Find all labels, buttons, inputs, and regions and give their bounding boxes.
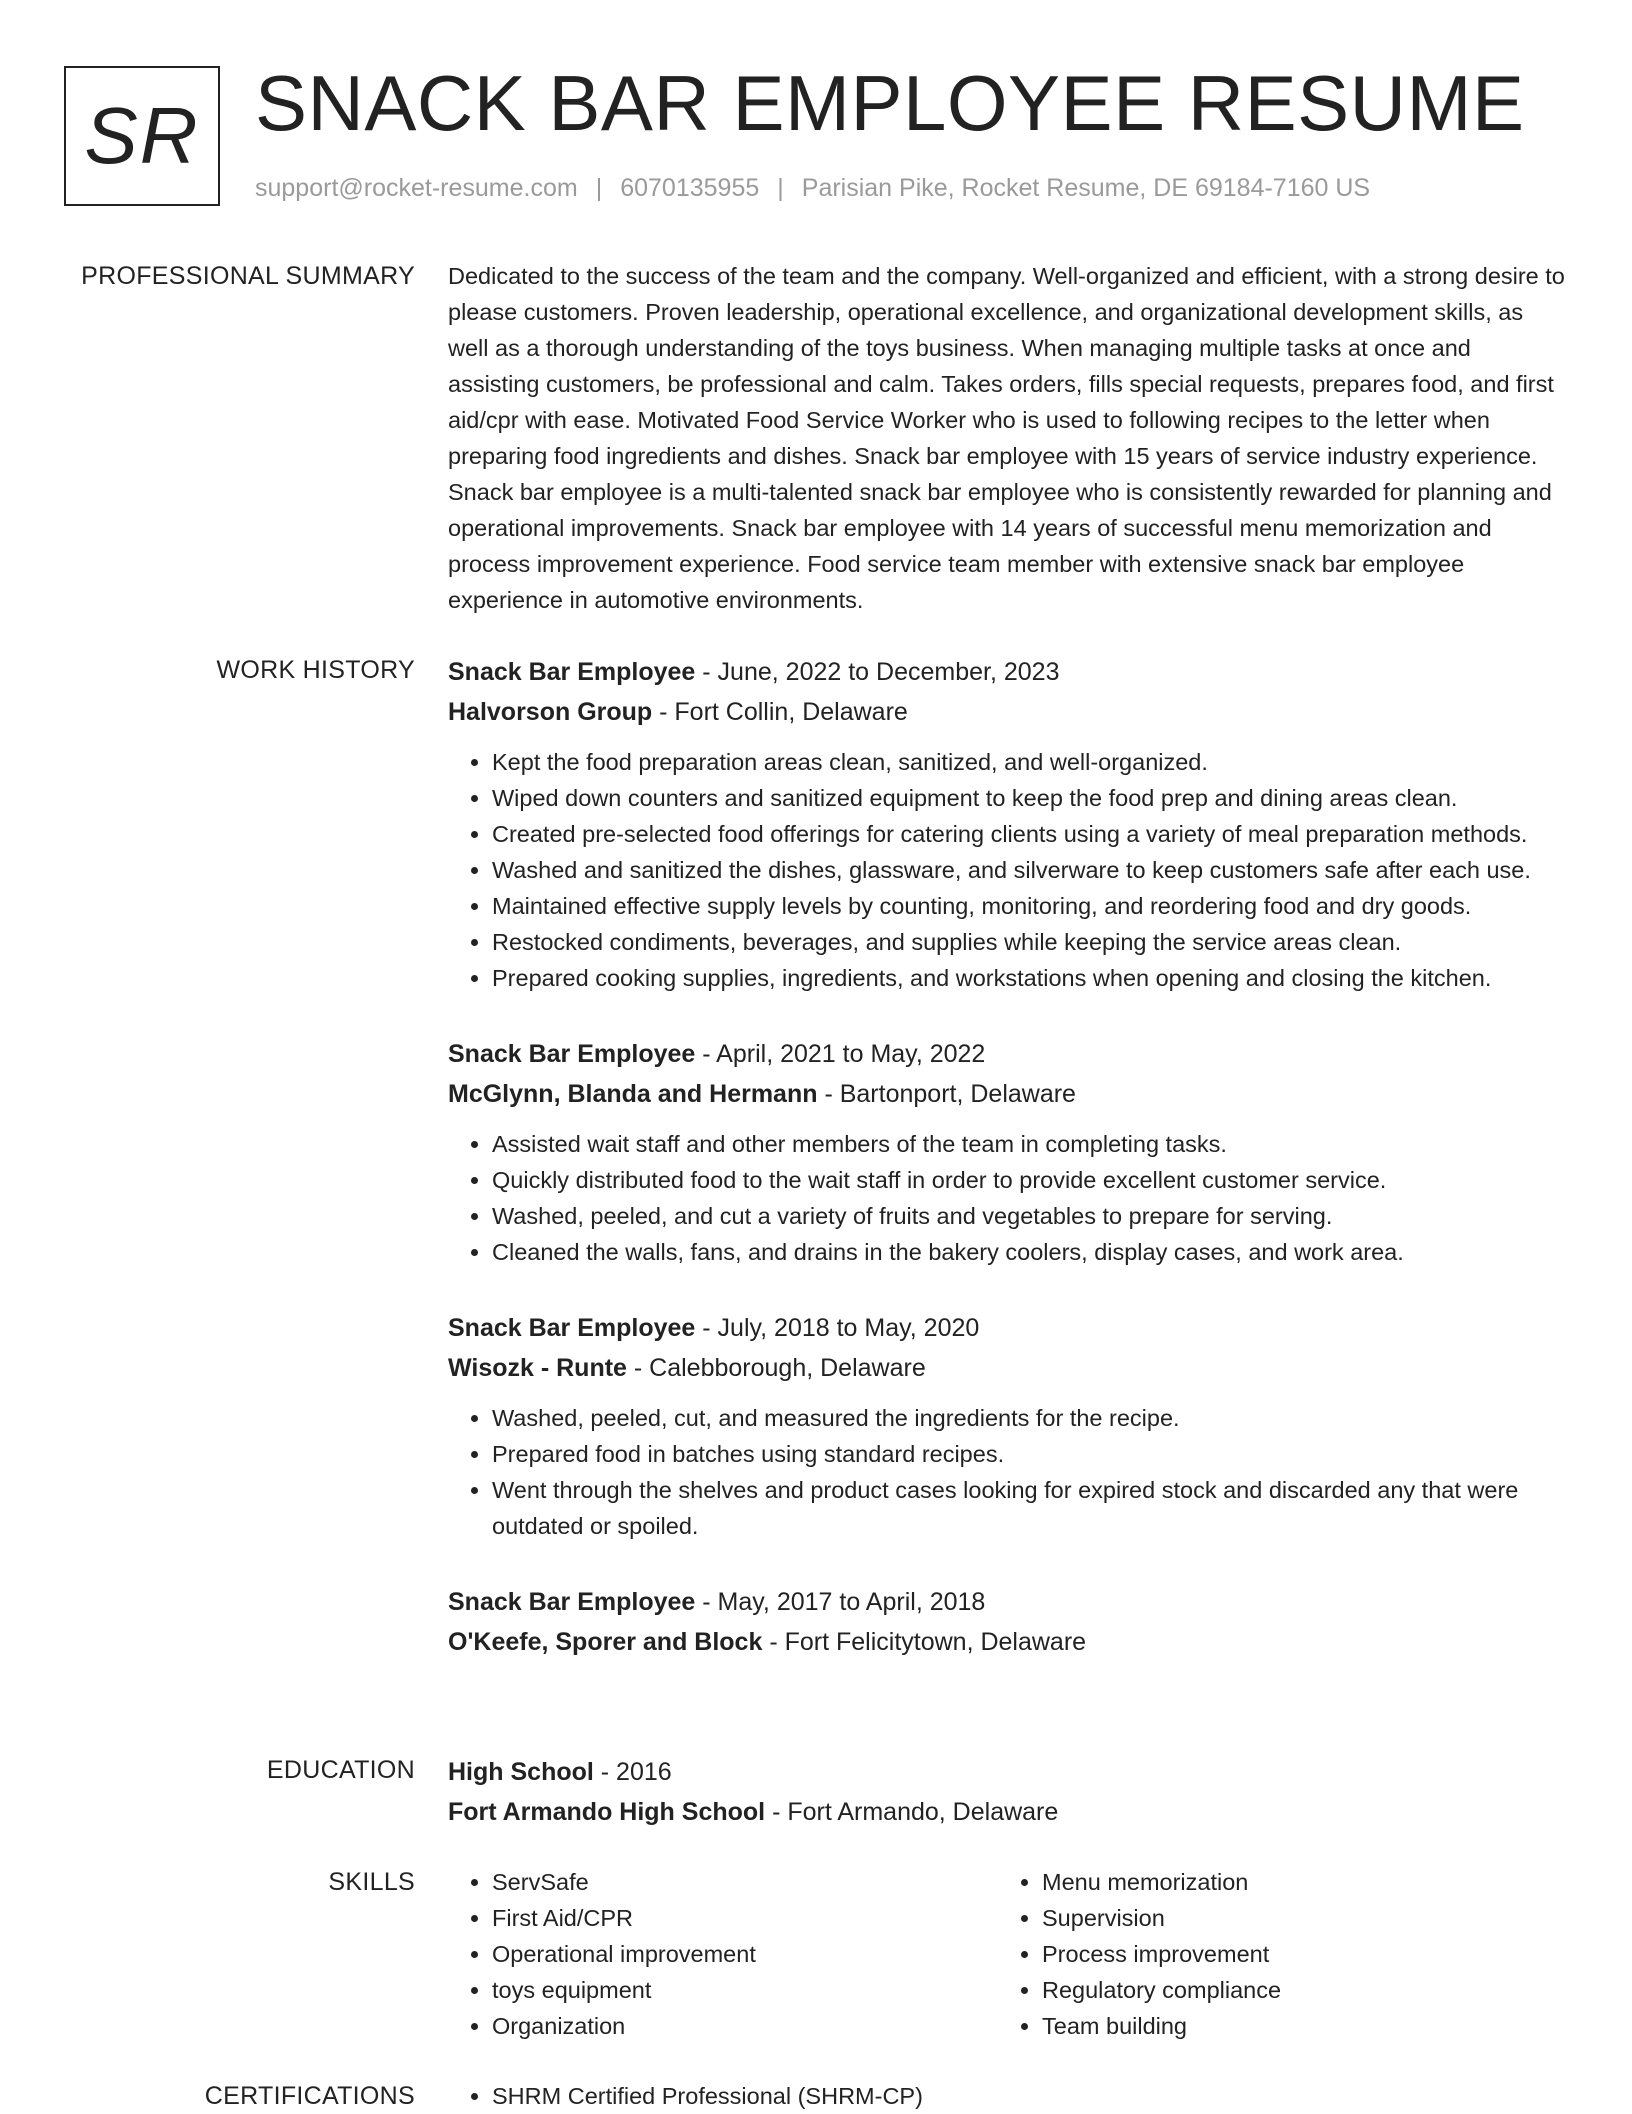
skill-item: • toys equipment — [492, 1972, 998, 2008]
job-company: O'Keefe, Sporer and Block — [448, 1628, 763, 1656]
certifications-column — [448, 2078, 998, 2114]
job-dates: - June, 2022 to December, 2023 — [695, 658, 1060, 686]
section-label-summary: PROFESSIONAL SUMMARY — [81, 262, 415, 290]
education-school-line — [448, 1792, 1568, 1832]
job-company: McGlynn, Blanda and Hermann — [448, 1080, 818, 1108]
job-company-line — [448, 692, 1568, 732]
skill-item: • Operational improvement — [492, 1936, 998, 1972]
job-location: - Bartonport, Delaware — [817, 1080, 1076, 1108]
jobs-list — [448, 652, 1568, 1700]
job-bullet: • Assisted wait staff and other members of the team in completing tasks. — [492, 1126, 1568, 1162]
job-bullet: • Washed, peeled, cut, and measured the ingredients for the recipe. — [492, 1400, 1568, 1436]
skills-column-right — [998, 1864, 1548, 2044]
certification-list — [448, 2078, 998, 2114]
summary-text: Dedicated to the success of the team and the company. Well-organized and efficient, with a strong desire to please customers. Proven leadership, operational excellence, and organizational development skills, as well as a thorough understanding of the toys business. When managing multiple tasks at once and assisting customers, be professional and calm. Takes orders, fills special requests, prepares food, and first aid/cpr with ease. Motivated Food Service Worker who is used to following recipes to the letter when preparing food ingredients and dishes. Snack bar employee with 15 years of service industry experience. Snack bar employee is a multi-talented snack bar employee who is consistently rewarded for planning and operational improvements. Snack bar employee with 14 years of successful menu memorization and process improvement experience. Food service team member with extensive snack bar employee experience in automotive environments. — [448, 263, 1565, 613]
job-bullet: • Maintained effective supply levels by counting, monitoring, and reordering food and dry goods. — [492, 888, 1568, 924]
education-degree: High School — [448, 1758, 594, 1786]
job-title: Snack Bar Employee — [448, 658, 696, 686]
job-bullets — [448, 744, 1568, 996]
job-company-line — [448, 1622, 1568, 1662]
job-bullet: • Prepared cooking supplies, ingredients, and workstations when opening and closing the kitchen. — [492, 960, 1568, 996]
job-entry — [448, 1308, 1568, 1544]
job-bullets — [448, 1400, 1568, 1544]
section-label-certifications: CERTIFICATIONS — [204, 2082, 415, 2110]
certifications-body — [448, 2078, 1568, 2114]
summary-body — [448, 258, 1568, 618]
job-dates: - July, 2018 to May, 2020 — [695, 1314, 980, 1342]
monogram: SR — [64, 66, 220, 206]
contact-line — [255, 174, 1370, 203]
job-location: - Fort Collin, Delaware — [652, 698, 908, 726]
skill-item: • Supervision — [1042, 1900, 1548, 1936]
certification-item: • SHRM Certified Professional (SHRM-CP) — [492, 2078, 998, 2114]
section-label-skills: SKILLS — [328, 1868, 415, 1896]
job-title: Snack Bar Employee — [448, 1040, 696, 1068]
skill-item: • Organization — [492, 2008, 998, 2044]
skill-item: • ServSafe — [492, 1864, 998, 1900]
skill-item: • Process improvement — [1042, 1936, 1548, 1972]
job-bullet: • Went through the shelves and product cases looking for expired stock and discarded any that were outdated or spoiled. — [492, 1472, 1568, 1544]
job-bullet: • Quickly distributed food to the wait staff in order to provide excellent customer service. — [492, 1162, 1568, 1198]
job-bullet: • Prepared food in batches using standard recipes. — [492, 1436, 1568, 1472]
job-dates: - May, 2017 to April, 2018 — [695, 1588, 986, 1616]
job-company: Wisozk - Runte — [448, 1354, 627, 1382]
job-title-line — [448, 1308, 1568, 1348]
job-bullet: • Wiped down counters and sanitized equipment to keep the food prep and dining areas clean. — [492, 780, 1568, 816]
job-entry — [448, 1582, 1568, 1662]
job-company-line — [448, 1074, 1568, 1114]
education-body — [448, 1752, 1568, 1832]
job-title: Snack Bar Employee — [448, 1588, 696, 1616]
education-year: - 2016 — [593, 1758, 672, 1786]
education-school: Fort Armando High School — [448, 1798, 766, 1826]
section-label-work-history: WORK HISTORY — [216, 656, 415, 684]
skill-item: • Regulatory compliance — [1042, 1972, 1548, 2008]
job-location: - Fort Felicitytown, Delaware — [762, 1628, 1087, 1656]
skill-list — [998, 1864, 1548, 2044]
education-location: - Fort Armando, Delaware — [765, 1798, 1059, 1826]
contact-phone[interactable]: 6070135955 — [620, 174, 760, 202]
job-bullet: • Created pre-selected food offerings for catering clients using a variety of meal preparation methods. — [492, 816, 1568, 852]
skill-item: • Menu memorization — [1042, 1864, 1548, 1900]
job-company-line — [448, 1348, 1568, 1388]
job-company: Halvorson Group — [448, 698, 653, 726]
contact-separator: | — [595, 174, 603, 202]
job-dates: - April, 2021 to May, 2022 — [695, 1040, 986, 1068]
job-entry — [448, 652, 1568, 996]
job-entry — [448, 1034, 1568, 1270]
job-title: Snack Bar Employee — [448, 1314, 696, 1342]
contact-email[interactable]: support@rocket-resume.com — [255, 174, 578, 202]
section-label-education: EDUCATION — [266, 1756, 415, 1784]
contact-separator: | — [777, 174, 784, 202]
skills-column-left — [448, 1864, 998, 2044]
job-bullet: • Washed, peeled, and cut a variety of fruits and vegetables to prepare for serving. — [492, 1198, 1568, 1234]
job-title-line — [448, 1034, 1568, 1074]
skills-grid — [448, 1864, 1568, 2044]
skill-item: • First Aid/CPR — [492, 1900, 998, 1936]
education-degree-line — [448, 1752, 1568, 1792]
job-title-line — [448, 652, 1568, 692]
job-bullets — [448, 1126, 1568, 1270]
job-bullet: • Cleaned the walls, fans, and drains in the bakery coolers, display cases, and work area. — [492, 1234, 1568, 1270]
skill-item: • Team building — [1042, 2008, 1548, 2044]
page-title: SNACK BAR EMPLOYEE RESUME — [255, 59, 1525, 147]
skill-list — [448, 1864, 998, 2044]
job-title-line — [448, 1582, 1568, 1622]
job-bullet: • Washed and sanitized the dishes, glassware, and silverware to keep customers safe after each use. — [492, 852, 1568, 888]
job-bullet: • Restocked condiments, beverages, and supplies while keeping the service areas clean. — [492, 924, 1568, 960]
job-bullet: • Kept the food preparation areas clean, sanitized, and well-organized. — [492, 744, 1568, 780]
job-location: - Calebborough, Delaware — [626, 1354, 926, 1382]
contact-address: Parisian Pike, Rocket Resume, DE 69184-7160 US — [801, 174, 1371, 202]
